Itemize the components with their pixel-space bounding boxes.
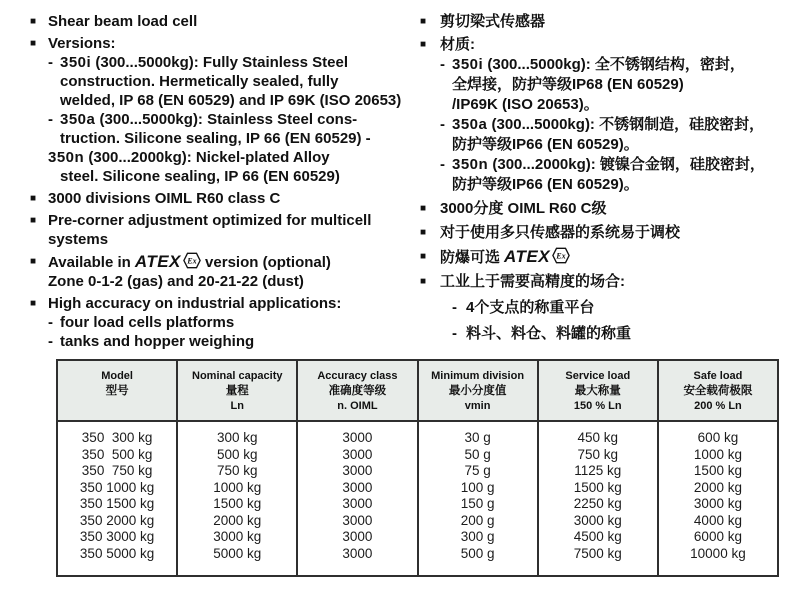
version-desc: (300...5000kg): 不锈钢制造，硅胶密封， — [487, 116, 765, 133]
table-cell: 2250 kg — [573, 496, 622, 511]
table-cell: 350 750 kg — [81, 463, 153, 478]
bullet-continuation: systems — [48, 231, 109, 248]
dash-icon: - — [452, 325, 457, 342]
table-column-minimum-division — [419, 422, 539, 575]
header-sub: n. OIML — [337, 400, 378, 412]
table-cell: 6000 kg — [693, 529, 742, 544]
header-zh: 最大称量 — [574, 385, 621, 397]
table-column-service-load — [539, 422, 659, 575]
table-cell: 350 1000 kg — [79, 479, 155, 495]
dash-icon: - — [440, 156, 445, 173]
bullet-square-icon: ■ — [30, 256, 37, 267]
bullet-square-icon: ■ — [420, 39, 427, 50]
version-desc: (300...5000kg): Stainless Steel cons- — [95, 111, 358, 128]
version-desc: (300...2000kg): 镀镍合金钢，硅胶密封， — [488, 156, 765, 173]
table-cell: 1125 kg — [574, 463, 622, 478]
atex-ex-hexagon-icon — [552, 247, 570, 264]
bullet-item-atex — [420, 247, 800, 268]
model-name: 350a — [60, 111, 96, 128]
version-desc: (300...5000kg): Fully Stainless Steel — [91, 54, 348, 71]
header-zh: 安全载荷极限 — [683, 385, 753, 397]
bullet-square-icon: ■ — [420, 203, 427, 214]
spec-table — [56, 359, 779, 577]
version-text — [60, 53, 348, 72]
bullet-item — [420, 12, 800, 32]
atex-line — [48, 252, 331, 272]
version-text — [452, 155, 765, 175]
table-cell: 450 kg — [577, 430, 619, 445]
bullet-text: High accuracy on industrial applications: — [48, 295, 342, 312]
bullet-item — [30, 189, 420, 208]
table-cell: 350 500 kg — [81, 446, 153, 462]
version-line: 防护等级IP66 (EN 60529)。 — [452, 136, 639, 153]
sub-bullet-text: 料斗、料仓、料罐的称重 — [466, 325, 632, 342]
table-column-model — [58, 422, 178, 575]
header-en: Minimum division — [431, 370, 525, 382]
model-name: 350i — [452, 56, 484, 73]
table-cell: 150 g — [460, 496, 495, 511]
bullet-item — [420, 199, 800, 219]
version-line — [30, 53, 420, 72]
header-zh: 量程 — [225, 385, 249, 397]
version-text — [452, 55, 745, 75]
bullet-item — [30, 12, 420, 31]
table-cell: 3000 kg — [213, 529, 262, 544]
table-cell: 350 3000 kg — [79, 529, 155, 544]
table-cell: 3000 — [342, 479, 373, 495]
header-sub: vmin — [464, 400, 491, 412]
header-cell-service-load — [539, 361, 659, 420]
left-column — [30, 12, 420, 351]
table-cell: 600 kg — [697, 430, 739, 445]
bullet-square-icon: ■ — [420, 276, 427, 287]
version-line: 全焊接，防护等级IP68 (EN 60529) — [452, 76, 684, 93]
dash-icon: - — [48, 333, 53, 350]
bullet-item-atex — [30, 252, 420, 272]
header-cell-accuracy-class — [298, 361, 418, 420]
bullet-square-icon: ■ — [30, 38, 37, 49]
svg-text:Ex: Ex — [556, 251, 566, 261]
atex-prefix: Available in — [48, 254, 131, 271]
table-cell: 3000 — [342, 529, 373, 544]
header-en: Safe load — [693, 370, 743, 382]
bullet-square-icon: ■ — [30, 16, 37, 27]
table-column-safe-load — [659, 422, 777, 575]
table-cell: 1500 kg — [573, 479, 622, 495]
table-body — [58, 422, 777, 575]
bullet-text: 3000分度 OIML R60 C级 — [440, 200, 607, 217]
version-line — [420, 55, 800, 75]
header-zh: 最小分度值 — [448, 385, 507, 397]
table-cell: 350 5000 kg — [79, 545, 155, 561]
bullet-text: Versions: — [48, 35, 116, 52]
table-cell: 200 g — [460, 512, 495, 528]
dash-icon: - — [48, 54, 53, 71]
table-cell: 4000 kg — [693, 512, 742, 528]
bullet-text: 3000 divisions OIML R60 class C — [48, 190, 281, 207]
bullet-item — [30, 34, 420, 53]
table-cell: 3000 — [342, 545, 373, 561]
atex-brand: ATEX — [504, 247, 551, 266]
dash-icon: - — [440, 56, 445, 73]
bullet-item — [420, 272, 800, 292]
table-column-accuracy-class — [298, 422, 418, 575]
table-cell: 750 kg — [216, 463, 258, 478]
table-cell: 100 g — [460, 479, 495, 495]
bullet-square-icon: ■ — [30, 215, 37, 226]
table-column-nominal-capacity — [178, 422, 298, 575]
sub-bullet — [30, 313, 420, 332]
model-name: 350a — [452, 116, 488, 133]
header-en: Nominal capacity — [192, 370, 283, 382]
table-cell: 50 g — [464, 446, 491, 462]
dash-icon: - — [440, 116, 445, 133]
version-line: steel. Silicone sealing, IP 66 (EN 60529) — [60, 168, 340, 185]
table-cell: 30 g — [464, 430, 491, 445]
version-text — [452, 115, 764, 135]
bullet-square-icon: ■ — [30, 298, 37, 309]
bullet-text: 对于使用多只传感器的系统易于调校 — [440, 224, 681, 241]
table-cell: 3000 — [342, 430, 373, 445]
atex-ex-hexagon-icon — [183, 252, 201, 269]
table-cell: 3000 — [342, 496, 373, 511]
header-cell-minimum-division — [419, 361, 539, 420]
sub-bullet-text: four load cells platforms — [60, 314, 235, 331]
header-en: Service load — [565, 370, 631, 382]
header-cell-nominal-capacity — [178, 361, 298, 420]
table-cell: 1500 kg — [693, 463, 742, 478]
table-cell: 7500 kg — [573, 545, 622, 561]
bullet-item — [420, 35, 800, 55]
table-cell: 1000 kg — [693, 446, 742, 462]
header-en: Accuracy class — [317, 370, 398, 382]
table-cell: 10000 kg — [690, 545, 746, 561]
right-column — [420, 12, 800, 351]
model-name: 350n — [48, 149, 85, 166]
sub-bullet — [420, 298, 800, 318]
table-cell: 2000 kg — [213, 512, 262, 528]
table-header-row — [58, 361, 777, 422]
table-cell: 1500 kg — [213, 496, 262, 511]
table-cell: 4500 kg — [573, 529, 622, 544]
table-cell: 350 300 kg — [81, 430, 153, 445]
dash-icon: - — [48, 111, 53, 128]
bullet-item — [30, 294, 420, 313]
sub-bullet-text: 4个支点的称重平台 — [466, 299, 595, 316]
bullet-text: 剪切梁式传感器 — [440, 13, 546, 30]
table-cell: 300 g — [460, 529, 495, 544]
atex-brand: ATEX — [134, 252, 181, 271]
table-cell: 5000 kg — [213, 545, 262, 561]
table-cell: 750 kg — [577, 446, 619, 462]
bullet-item — [30, 211, 420, 230]
atex-prefix: 防爆可选 — [440, 249, 501, 266]
bullet-square-icon: ■ — [420, 16, 427, 27]
table-cell: 3000 — [342, 463, 373, 478]
bullet-text: Shear beam load cell — [48, 13, 198, 30]
bullet-text: 工业上于需要高精度的场合: — [440, 273, 625, 290]
table-cell: 3000 — [342, 446, 373, 462]
header-sub: 200 % Ln — [694, 400, 742, 412]
version-line: 防护等级IP66 (EN 60529)。 — [452, 176, 639, 193]
header-cell-model — [58, 361, 178, 420]
table-cell: 300 kg — [216, 430, 258, 445]
atex-suffix: version (optional) — [200, 254, 331, 271]
table-cell: 1000 kg — [213, 479, 262, 495]
version-line — [30, 148, 420, 167]
bullet-text: 材质: — [440, 36, 475, 53]
header-zh: 准确度等级 — [328, 385, 387, 397]
bullet-item — [420, 223, 800, 243]
header-sub: 150 % Ln — [573, 400, 622, 412]
table-cell: 350 2000 kg — [79, 512, 155, 528]
dash-icon: - — [452, 299, 457, 316]
model-name: 350n — [452, 156, 489, 173]
version-text — [60, 110, 357, 129]
version-line: welded, IP 68 (EN 60529) and IP 69K (ISO 20653) — [60, 92, 402, 109]
sub-bullet-text: tanks and hopper weighing — [60, 333, 255, 350]
version-line: /IP69K (ISO 20653)。 — [452, 96, 599, 113]
bullet-square-icon: ■ — [420, 251, 427, 262]
table-cell: 3000 kg — [573, 512, 622, 528]
version-line: truction. Silicone sealing, IP 66 (EN 60529) - — [60, 130, 371, 147]
version-line — [420, 115, 800, 135]
version-line — [420, 155, 800, 175]
table-cell: 75 g — [464, 463, 491, 478]
bullet-continuation: Zone 0-1-2 (gas) and 20-21-22 (dust) — [48, 273, 304, 290]
table-cell: 350 1500 kg — [79, 496, 155, 511]
table-cell: 500 g — [460, 545, 495, 561]
bullet-square-icon: ■ — [420, 227, 427, 238]
bullet-text: Pre-corner adjustment optimized for multicell — [48, 212, 372, 229]
sub-bullet — [30, 332, 420, 351]
table-cell: 3000 — [342, 512, 373, 528]
bullet-square-icon: ■ — [30, 193, 37, 204]
table-cell: 500 kg — [216, 446, 258, 462]
version-desc: (300...2000kg): Nickel-plated Alloy — [84, 149, 330, 166]
header-sub: Ln — [230, 400, 244, 412]
svg-text:Ex: Ex — [187, 256, 197, 266]
model-name: 350i — [60, 54, 92, 71]
table-cell: 3000 kg — [693, 496, 742, 511]
dash-icon: - — [48, 314, 53, 331]
version-line — [30, 110, 420, 129]
atex-line — [440, 247, 570, 268]
version-desc: (300...5000kg): 全不锈钢结构，密封， — [483, 56, 745, 73]
header-cell-safe-load — [659, 361, 777, 420]
sub-bullet — [420, 324, 800, 344]
version-line: construction. Hermetically sealed, fully — [60, 73, 339, 90]
table-cell: 2000 kg — [693, 479, 742, 495]
header-en: Model — [101, 370, 133, 382]
header-zh: 型号 — [105, 385, 129, 397]
